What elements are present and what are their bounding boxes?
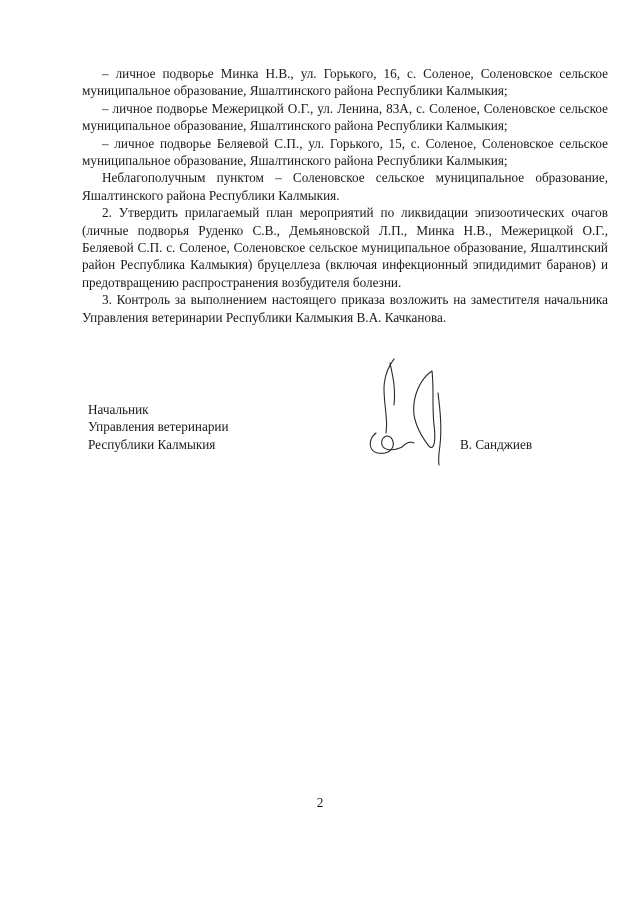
paragraph-approve-plan: 2. Утвердить прилагаемый план мероприятий по ликвидации эпизоотических очагов (личные подворья Руденко С.В., Демьяновской Л.П., Минка Н.В., Межерицкой О.Г., Беляевой С.П. с. Соленое, Соленовское сельское муниципальное образование, Яшалтинский район Республика Калмыкия) бруцеллеза (включая инфекционный эпидидимит баранов) и предотвращению распространения возбудителя болезни.	[82, 205, 608, 290]
paragraph-item-3: – личное подворье Беляевой С.П., ул. Горького, 15, с. Соленое, Соленовское сельское муниципальное образование, Яшалтинского района Республики Калмыкия;	[82, 135, 608, 169]
paragraph-area: Неблагополучным пунктом – Соленовское сельское муниципальное образование, Яшалтинского района Республики Калмыкия.	[82, 170, 608, 203]
handwritten-signature	[362, 353, 462, 478]
signatory-title-line-2: Управления ветеринарии	[88, 419, 229, 435]
signatory-title-line-1: Начальник	[88, 402, 149, 417]
document-body	[82, 65, 608, 326]
paragraph-control: 3. Контроль за выполнением настоящего приказа возложить на заместителя начальника Управления ветеринарии Республики Калмыкия В.А. Качканова.	[82, 292, 608, 325]
signatory-title	[88, 401, 229, 453]
signature-block	[82, 401, 608, 481]
page-number: 2	[316, 795, 324, 810]
paragraph-item-1: – личное подворье Минка Н.В., ул. Горького, 16, с. Соленое, Соленовское сельское муниципальное образование, Яшалтинского района Республики Калмыкия;	[82, 66, 608, 99]
signatory-name: В. Санджиев	[460, 436, 533, 452]
paragraph-item-2: – личное подворье Межерицкой О.Г., ул. Ленина, 83А, с. Соленое, Соленовское сельское муниципальное образование, Яшалтинского района Республики Калмыкия;	[82, 100, 608, 134]
signatory-title-line-3: Республики Калмыкия	[88, 436, 216, 452]
